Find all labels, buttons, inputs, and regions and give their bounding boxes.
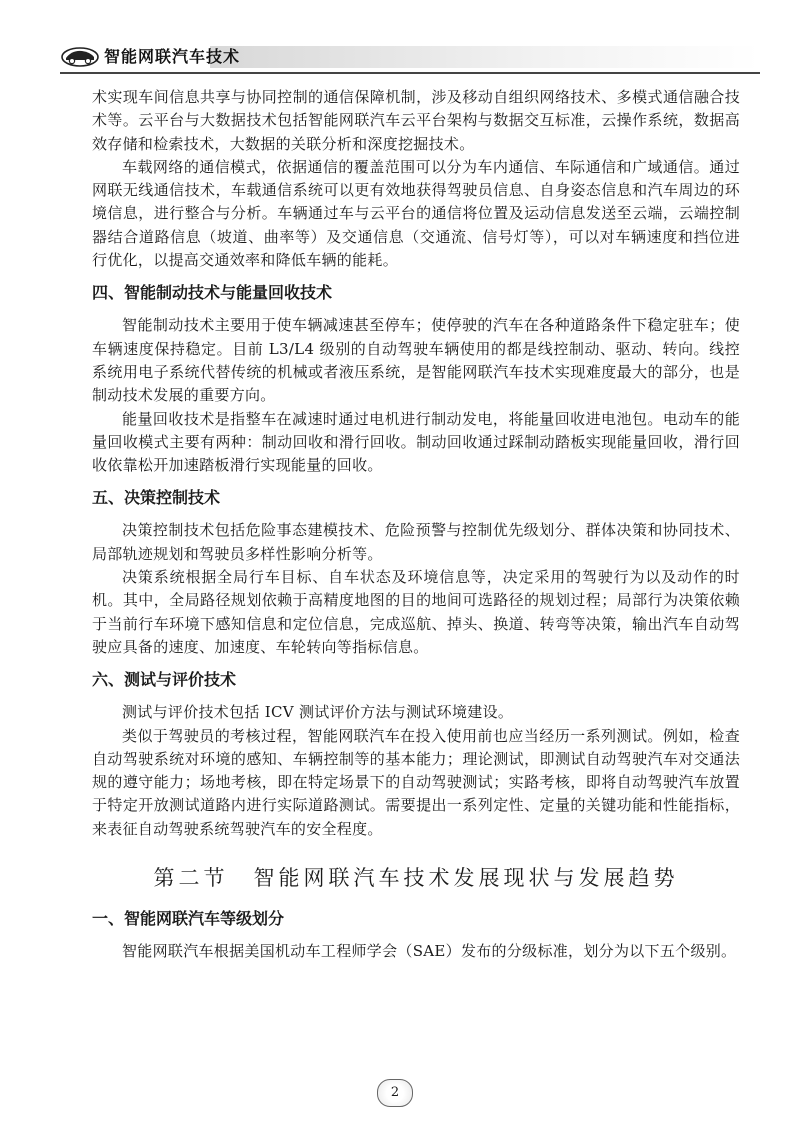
section-heading: 一、智能网联汽车等级划分 (92, 909, 285, 929)
chapter-section-title: 第二节 智能网联汽车技术发展现状与发展趋势 (153, 866, 679, 891)
page-body (92, 86, 740, 963)
header-rule (60, 72, 760, 74)
header-title: 智能网联汽车技术 (104, 47, 241, 66)
paragraph: 决策系统根据全局行车目标、自车状态及环境信息等，决定采用的驾驶行为以及动作的时机。其中，全局路径规划依赖于高精度地图的目的地间可选路径的规划过程；局部行为决策依赖于当前行车环境下感知信息和定位信息，完成巡航、掉头、换道、转弯等决策，输出汽车自动驾驶应具备的速度、加速度、车轮转向等指标信息。 (92, 568, 740, 656)
paragraph: 车载网络的通信模式，依据通信的覆盖范围可以分为车内通信、车际通信和广域通信。通过网联无线通信技术，车载通信系统可以更有效地获得驾驶员信息、自身姿态信息和汽车周边的环境信息，进行整合与分析。车辆通过车与云平台的通信将位置及运动信息发送至云端，云端控制器结合道路信息（坡道、曲率等）及交通信息（交通流、信号灯等），可以对车辆速度和挡位进行优化，以提高交通效率和降低车辆的能耗。 (92, 157, 740, 270)
running-header (60, 40, 760, 76)
page-number: 2 (377, 1079, 413, 1107)
paragraph: 智能制动技术主要用于使车辆减速甚至停车；使停驶的汽车在各种道路条件下稳定驻车；使车辆速度保持稳定。目前 L3/L4 级别的自动驾驶车辆使用的都是线控制动、驱动、转向。线控系统用电子系统代替传统的机械或者液压系统，是智能网联汽车技术实现难度最大的部分，也是制动技术发展的重要方向。 (92, 316, 740, 405)
paragraph: 类似于驾驶员的考核过程，智能网联汽车在投入使用前也应当经历一系列测试。例如，检查自动驾驶系统对环境的感知、车辆控制等的基本能力；理论测试，即测试自动驾驶汽车对交通法规的遵守能力；场地考核，即在特定场景下的自动驾驶测试；实路考核，即将自动驾驶汽车放置于特定开放测试道路内进行实际道路测试。需要提出一系列定性、定量的关键功能和性能指标，来表征自动驾驶系统驾驶汽车的安全程度。 (92, 726, 740, 838)
paragraph: 决策控制技术包括危险事态建模技术、危险预警与控制优先级划分、群体决策和协同技术、局部轨迹规划和驾驶员多样性影响分析等。 (92, 521, 740, 563)
section-heading: 四、智能制动技术与能量回收技术 (92, 283, 333, 303)
section-heading: 五、决策控制技术 (92, 488, 221, 508)
paragraph: 智能网联汽车根据美国机动车工程师学会（SAE）发布的分级标准，划分为以下五个级别。 (122, 942, 737, 961)
paragraph: 术实现车间信息共享与协同控制的通信保障机制，涉及移动自组织网络技术、多模式通信融合技术等。云平台与大数据技术包括智能网联汽车云平台架构与数据交互标准，云操作系统，数据高效存储和检索技术，大数据的关联分析和深度挖掘技术。 (92, 88, 740, 153)
car-logo-icon (60, 44, 100, 68)
section-heading: 六、测试与评价技术 (92, 670, 237, 690)
paragraph: 能量回收技术是指整车在减速时通过电机进行制动发电，将能量回收进电池包。电动车的能量回收模式主要有两种：制动回收和滑行回收。制动回收通过踩制动踏板实现能量回收，滑行回收依靠松开加速踏板滑行实现能量的回收。 (92, 409, 740, 475)
paragraph: 测试与评价技术包括 ICV 测试评价方法与测试环境建设。 (122, 703, 514, 722)
header-shade (210, 46, 760, 68)
